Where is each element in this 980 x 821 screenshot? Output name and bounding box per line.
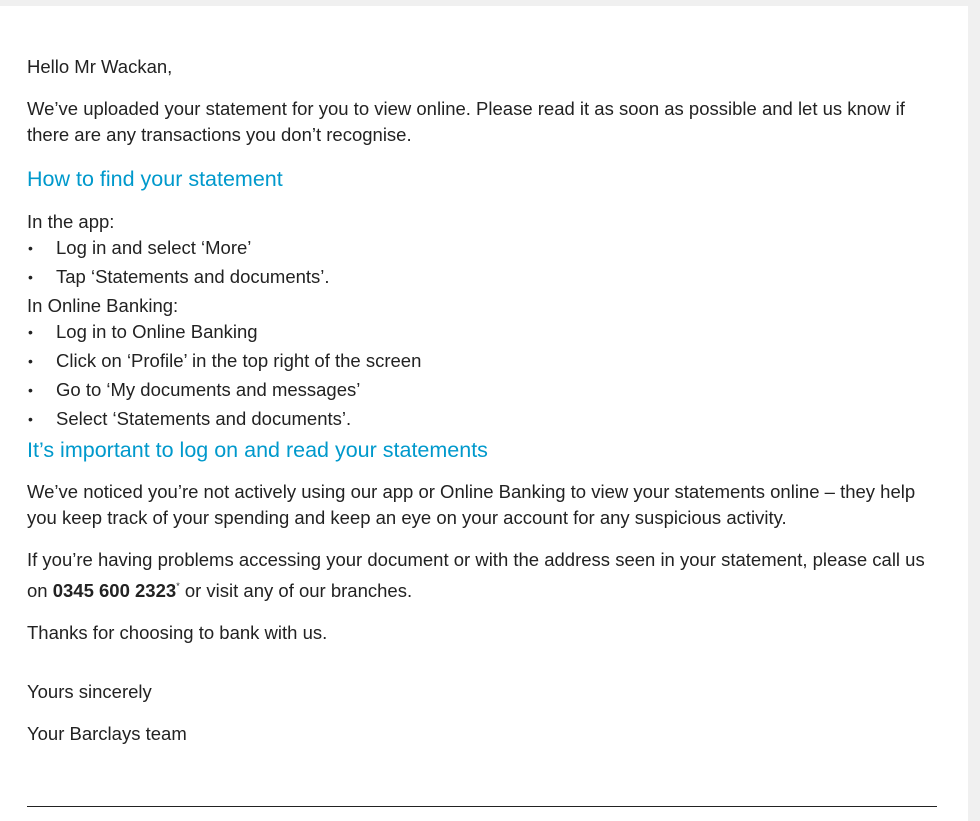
online-step-4: Select ‘Statements and documents’. (56, 408, 352, 429)
list-item (27, 264, 942, 293)
bullet-icon: • (28, 324, 33, 340)
online-step-3: Go to ‘My documents and messages’ (56, 379, 361, 400)
contact-text-after: or visit any of our branches. (179, 580, 413, 601)
contact-text-before: If you’re having problems accessing your document or with the address seen in your statement, please call us on (27, 549, 925, 601)
list-item (27, 406, 942, 435)
thanks-line: Thanks for choosing to bank with us. (27, 622, 328, 643)
online-step-2: Click on ‘Profile’ in the top right of the screen (56, 350, 422, 371)
signature-line: Your Barclays team (27, 723, 187, 744)
phone-number: 0345 600 2323 (52, 580, 177, 601)
list-item (27, 348, 942, 377)
app-steps-list (27, 235, 942, 293)
bullet-icon: • (28, 411, 33, 427)
phone-footnote-marker: * (176, 581, 180, 591)
online-banking-label: In Online Banking: (27, 295, 179, 316)
contact-paragraph (27, 547, 942, 604)
email-content (27, 54, 942, 747)
online-step-1: Log in to Online Banking (56, 321, 258, 342)
footer-divider (27, 806, 937, 807)
list-item (27, 235, 942, 264)
intro-paragraph: We’ve uploaded your statement for you to view online. Please read it as soon as possible and let us know if there are any transactions you don’t recognise. (27, 98, 905, 145)
email-body-card (0, 6, 968, 821)
list-item (27, 377, 942, 406)
app-step-1: Log in and select ‘More’ (56, 237, 252, 258)
app-label: In the app: (27, 211, 115, 232)
bullet-icon: • (28, 382, 33, 398)
important-heading: It’s important to log on and read your statements (27, 438, 488, 462)
greeting: Hello Mr Wackan, (27, 56, 173, 77)
bullet-icon: • (28, 240, 33, 256)
closing-line: Yours sincerely (27, 681, 152, 702)
bullet-icon: • (28, 353, 33, 369)
notice-paragraph: We’ve noticed you’re not actively using our app or Online Banking to view your statements online – they help you keep track of your spending and keep an eye on your account for any suspicious activity. (27, 481, 916, 528)
list-item (27, 319, 942, 348)
app-step-2: Tap ‘Statements and documents’. (56, 266, 330, 287)
find-statement-heading: How to find your statement (27, 167, 283, 191)
online-steps-list (27, 319, 942, 435)
bullet-icon: • (28, 269, 33, 285)
